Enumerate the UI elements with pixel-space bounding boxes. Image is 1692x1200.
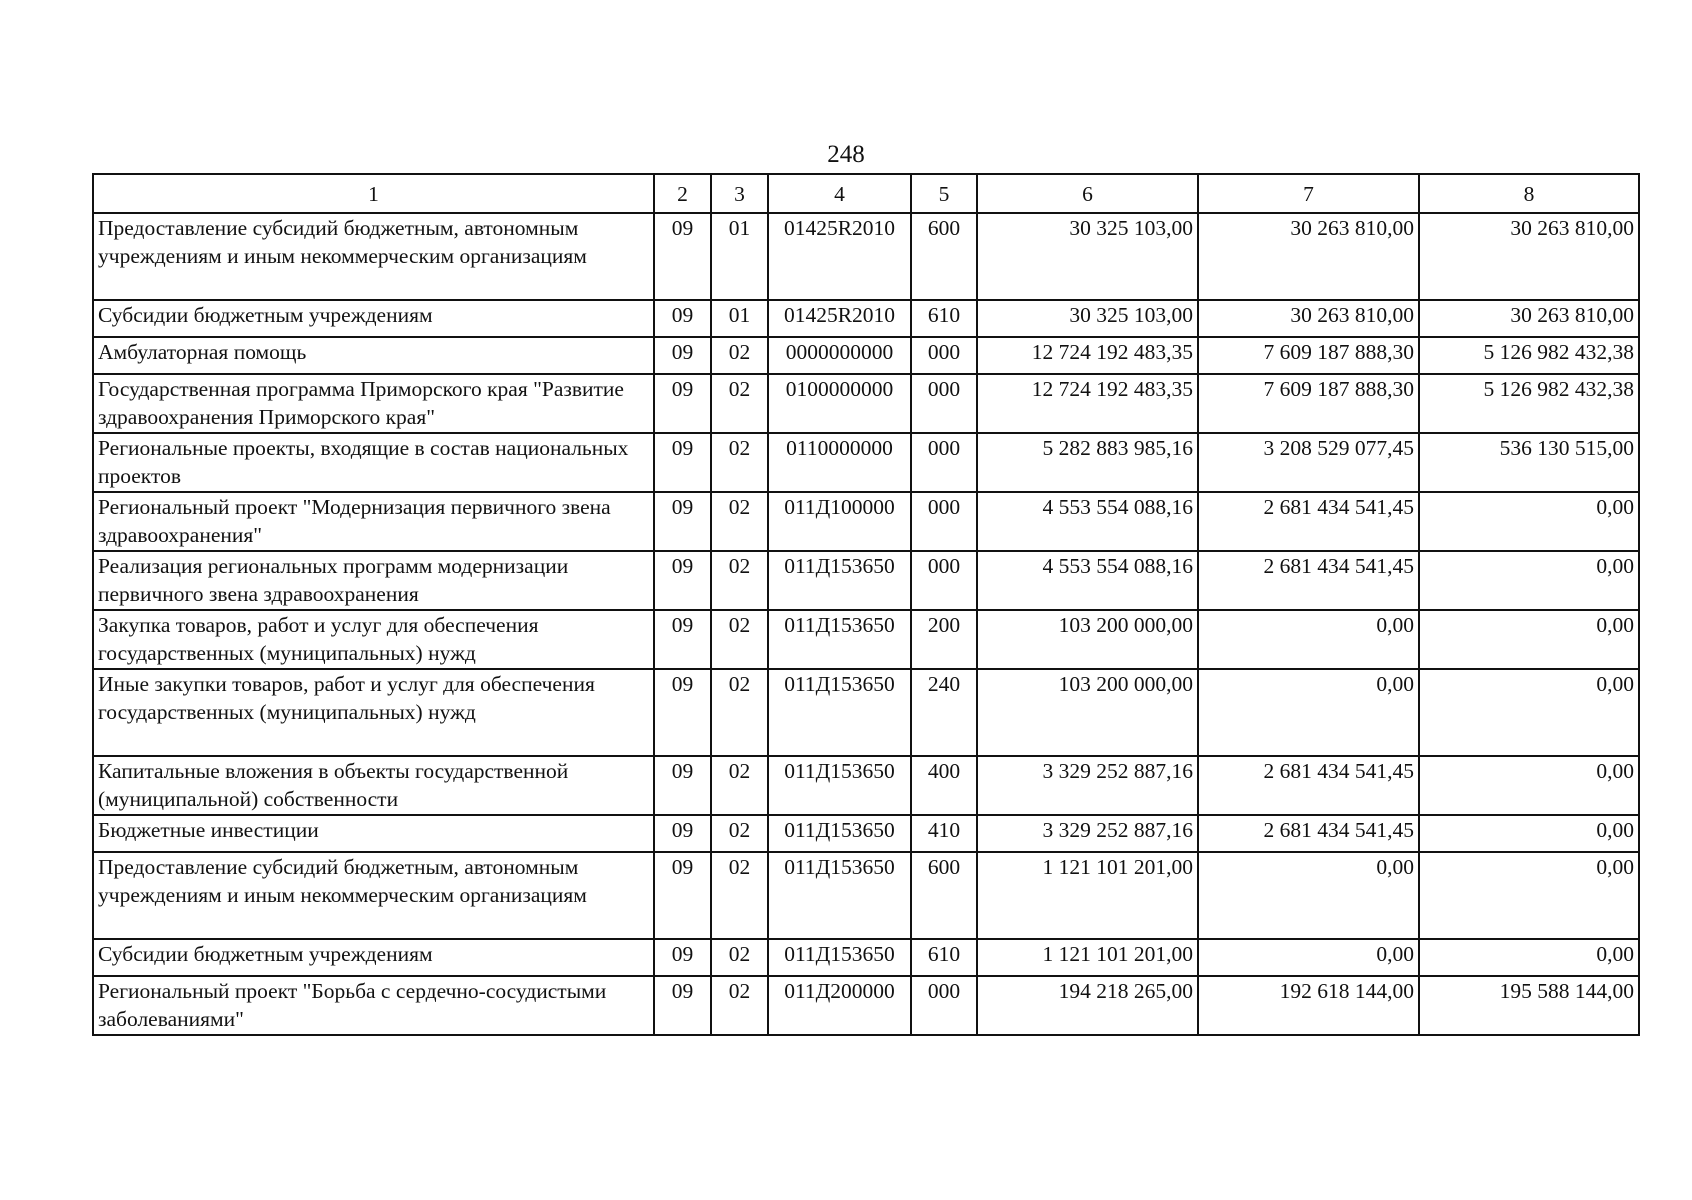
row-amount-8: 30 263 810,00 [1419,300,1639,337]
table-row [93,337,1639,374]
row-amount-8: 30 263 810,00 [1419,213,1639,300]
row-name: Капитальные вложения в объекты государственной (муниципальной) собственности [93,756,654,815]
table-row [93,815,1639,852]
row-target-article: 011Д153650 [768,939,911,976]
row-expense-type: 000 [911,492,977,551]
row-target-article: 011Д200000 [768,976,911,1035]
header-row [93,174,1639,213]
row-name: Субсидии бюджетным учреждениям [93,300,654,337]
row-target-article: 01425R2010 [768,300,911,337]
row-amount-6: 194 218 265,00 [977,976,1198,1035]
row-expense-type: 400 [911,756,977,815]
row-target-article: 0110000000 [768,433,911,492]
row-amount-6: 3 329 252 887,16 [977,815,1198,852]
row-amount-7: 0,00 [1198,610,1419,669]
header-cell-4: 4 [768,174,911,213]
row-name: Предоставление субсидий бюджетным, автономным учреждениям и иным некоммерческим организациям [93,852,654,939]
row-amount-7: 2 681 434 541,45 [1198,815,1419,852]
table-row [93,939,1639,976]
row-expense-type: 000 [911,976,977,1035]
row-amount-6: 103 200 000,00 [977,610,1198,669]
row-subsection: 02 [711,815,768,852]
row-expense-type: 000 [911,337,977,374]
row-amount-6: 1 121 101 201,00 [977,852,1198,939]
table-row [93,551,1639,610]
table-row [93,756,1639,815]
row-amount-7: 2 681 434 541,45 [1198,492,1419,551]
row-subsection: 02 [711,492,768,551]
row-section: 09 [654,976,711,1035]
header-cell-1: 1 [93,174,654,213]
row-name: Иные закупки товаров, работ и услуг для обеспечения государственных (муниципальных) нужд [93,669,654,756]
row-amount-7: 2 681 434 541,45 [1198,551,1419,610]
row-name: Бюджетные инвестиции [93,815,654,852]
row-amount-8: 0,00 [1419,551,1639,610]
row-subsection: 01 [711,213,768,300]
table-row [93,669,1639,756]
row-section: 09 [654,815,711,852]
row-subsection: 02 [711,669,768,756]
header-cell-2: 2 [654,174,711,213]
row-amount-7: 0,00 [1198,939,1419,976]
row-section: 09 [654,756,711,815]
row-section: 09 [654,213,711,300]
table-row [93,610,1639,669]
header-cell-7: 7 [1198,174,1419,213]
row-name: Региональный проект "Модернизация первичного звена здравоохранения" [93,492,654,551]
row-section: 09 [654,669,711,756]
row-target-article: 011Д153650 [768,610,911,669]
row-amount-6: 30 325 103,00 [977,300,1198,337]
row-subsection: 02 [711,551,768,610]
row-amount-8: 0,00 [1419,756,1639,815]
page-number: 248 [827,141,865,168]
header-cell-8: 8 [1419,174,1639,213]
row-target-article: 011Д153650 [768,815,911,852]
row-amount-6: 4 553 554 088,16 [977,492,1198,551]
row-amount-6: 5 282 883 985,16 [977,433,1198,492]
row-name: Государственная программа Приморского края "Развитие здравоохранения Приморского края" [93,374,654,433]
row-name: Региональный проект "Борьба с сердечно-сосудистыми заболеваниями" [93,976,654,1035]
row-expense-type: 240 [911,669,977,756]
header-cell-5: 5 [911,174,977,213]
row-amount-6: 1 121 101 201,00 [977,939,1198,976]
row-expense-type: 200 [911,610,977,669]
row-subsection: 02 [711,374,768,433]
row-amount-8: 195 588 144,00 [1419,976,1639,1035]
row-amount-8: 5 126 982 432,38 [1419,337,1639,374]
row-expense-type: 610 [911,300,977,337]
row-expense-type: 610 [911,939,977,976]
budget-table [92,173,1640,1036]
row-subsection: 01 [711,300,768,337]
row-name: Реализация региональных программ модернизации первичного звена здравоохранения [93,551,654,610]
row-name: Региональные проекты, входящие в состав национальных проектов [93,433,654,492]
table-row [93,213,1639,300]
row-target-article: 011Д153650 [768,756,911,815]
table-row [93,976,1639,1035]
row-amount-7: 30 263 810,00 [1198,300,1419,337]
row-target-article: 011Д153650 [768,551,911,610]
row-amount-8: 0,00 [1419,815,1639,852]
row-amount-8: 0,00 [1419,610,1639,669]
row-amount-6: 12 724 192 483,35 [977,374,1198,433]
row-target-article: 011Д153650 [768,852,911,939]
row-section: 09 [654,337,711,374]
row-section: 09 [654,551,711,610]
row-target-article: 0100000000 [768,374,911,433]
row-subsection: 02 [711,939,768,976]
row-subsection: 02 [711,756,768,815]
row-amount-7: 30 263 810,00 [1198,213,1419,300]
row-subsection: 02 [711,976,768,1035]
row-section: 09 [654,492,711,551]
row-amount-7: 0,00 [1198,669,1419,756]
row-name: Субсидии бюджетным учреждениям [93,939,654,976]
row-target-article: 01425R2010 [768,213,911,300]
row-section: 09 [654,433,711,492]
row-target-article: 011Д100000 [768,492,911,551]
row-expense-type: 410 [911,815,977,852]
table-row [93,492,1639,551]
row-expense-type: 000 [911,433,977,492]
row-amount-6: 30 325 103,00 [977,213,1198,300]
row-amount-6: 12 724 192 483,35 [977,337,1198,374]
row-amount-8: 536 130 515,00 [1419,433,1639,492]
row-amount-8: 5 126 982 432,38 [1419,374,1639,433]
row-name: Закупка товаров, работ и услуг для обеспечения государственных (муниципальных) нужд [93,610,654,669]
table-row [93,852,1639,939]
row-expense-type: 000 [911,374,977,433]
row-subsection: 02 [711,433,768,492]
row-expense-type: 600 [911,213,977,300]
row-amount-7: 192 618 144,00 [1198,976,1419,1035]
row-target-article: 011Д153650 [768,669,911,756]
header-cell-6: 6 [977,174,1198,213]
row-subsection: 02 [711,852,768,939]
row-section: 09 [654,610,711,669]
row-amount-8: 0,00 [1419,939,1639,976]
header-cell-3: 3 [711,174,768,213]
row-amount-6: 4 553 554 088,16 [977,551,1198,610]
row-amount-7: 7 609 187 888,30 [1198,374,1419,433]
row-amount-8: 0,00 [1419,669,1639,756]
row-name: Амбулаторная помощь [93,337,654,374]
row-amount-6: 103 200 000,00 [977,669,1198,756]
row-amount-7: 0,00 [1198,852,1419,939]
row-section: 09 [654,852,711,939]
table-row [93,433,1639,492]
row-section: 09 [654,374,711,433]
row-expense-type: 000 [911,551,977,610]
table-row [93,374,1639,433]
row-section: 09 [654,939,711,976]
row-amount-6: 3 329 252 887,16 [977,756,1198,815]
row-target-article: 0000000000 [768,337,911,374]
row-amount-8: 0,00 [1419,852,1639,939]
row-expense-type: 600 [911,852,977,939]
row-amount-7: 7 609 187 888,30 [1198,337,1419,374]
row-subsection: 02 [711,610,768,669]
row-amount-8: 0,00 [1419,492,1639,551]
row-subsection: 02 [711,337,768,374]
row-amount-7: 3 208 529 077,45 [1198,433,1419,492]
row-amount-7: 2 681 434 541,45 [1198,756,1419,815]
table-row [93,300,1639,337]
row-name: Предоставление субсидий бюджетным, автономным учреждениям и иным некоммерческим организациям [93,213,654,300]
row-section: 09 [654,300,711,337]
